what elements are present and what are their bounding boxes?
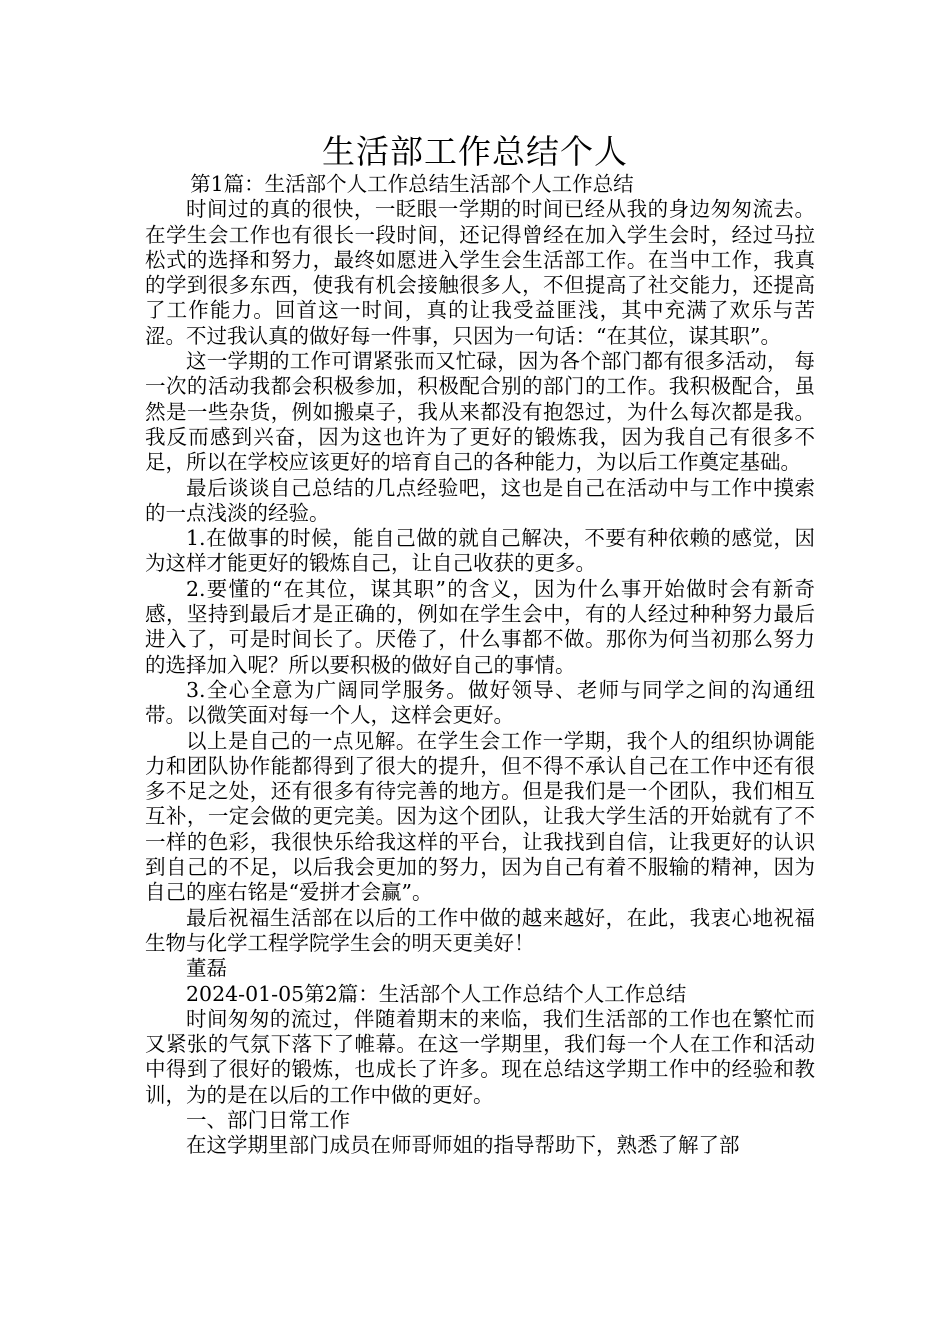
paragraph: 时间匆匆的流过，伴随着期末的来临，我们生活部的工作也在繁忙而又紧张的气氛下落下了帷幕。在这一学期里，我们每一个人在工作和活动中得到了很好的锻炼，也成长了许多。现在总结这学期工作中的经验和教训，为的是在以后的工作中做的更好。 [145,1006,815,1107]
subsection-heading: 一、部门日常工作 [186,1107,350,1132]
list-item: 2.要懂的“在其位，谋其职”的含义，因为什么事开始做时会有新奇感，坚持到最后才是正确的，例如在学生会中，有的人经过种种努力最后进入了，可是时间长了。厌倦了，什么事都不做。那你为何当初那么努力的选择加入呢？所以要积极的做好自己的事情。 [145,576,815,677]
list-item: 3.全心全意为广阔同学服务。做好领导、老师与同学之间的沟通纽带。以微笑面对每一个人，这样会更好。 [145,677,815,728]
paragraph: 最后谈谈自己总结的几点经验吧，这也是自己在活动中与工作中摸索的一点浅淡的经验。 [145,475,815,525]
paragraph: 这一学期的工作可谓紧张而又忙碌，因为各个部门都有很多活动， 每一次的活动我都会积极参加，积极配合别的部门的工作。我积极配合，虽然是一些杂货，例如搬桌子，我从来都没有抱怨过，为什么每次都是我。我反而感到兴奋，因为这也许为了更好的锻炼我，因为我自己有很多不足，所以在学校应该更好的培育自己的各种能力，为以后工作奠定基础。 [145,349,815,475]
paragraph: 以上是自己的一点见解。在学生会工作一学期，我个人的组织协调能力和团队协作能都得到了很大的提升，但不得不承认自己在工作中还有很多不足之处，还有很多有待完善的地方。但是我们是一个团队，我们相互互补，一定会做的更完美。因为这个团队，让我大学生活的开始就有了不一样的色彩，我很快乐给我这样的平台，让我找到自信，让我更好的认识到自己的不足，以后我会更加的努力，因为自己有着不服输的精神，因为自己的座右铭是“爱拼才会赢”。 [145,728,815,905]
paragraph: 在这学期里部门成员在师哥师姐的指导帮助下，熟悉了解了部 [186,1133,740,1158]
author-name: 董磊 [186,956,227,981]
paragraph: 最后祝福生活部在以后的工作中做的越来越好，在此，我衷心地祝福生物与化学工程学院学生会的明天更美好！ [145,905,815,955]
section-heading-part2: 2024-01-05第2篇：生活部个人工作总结个人工作总结 [186,981,687,1006]
paragraph: 时间过的真的很快，一眨眼一学期的时间已经从我的身边匆匆流去。在学生会工作也有很长一段时间，还记得曾经在加入学生会时，经过马拉松式的选择和努力，最终如愿进入学生会生活部工作。在当中工作，我真的学到很多东西，使我有机会接触很多人，不但提高了社交能力，还提高了工作能力。回首这一时间，真的让我受益匪浅，其中充满了欢乐与苦涩。不过我认真的做好每一件事，只因为一句话：“在其位，谋其职”。 [145,197,815,348]
document-title: 生活部工作总结个人 [322,132,628,171]
document-body [145,172,815,1159]
list-item: 1.在做事的时候，能自己做的就自己解决，不要有种依赖的感觉，因为这样才能更好的锻炼自己，让自己收获的更多。 [145,526,815,576]
section-heading-part1: 第1篇：生活部个人工作总结生活部个人工作总结 [190,172,634,196]
